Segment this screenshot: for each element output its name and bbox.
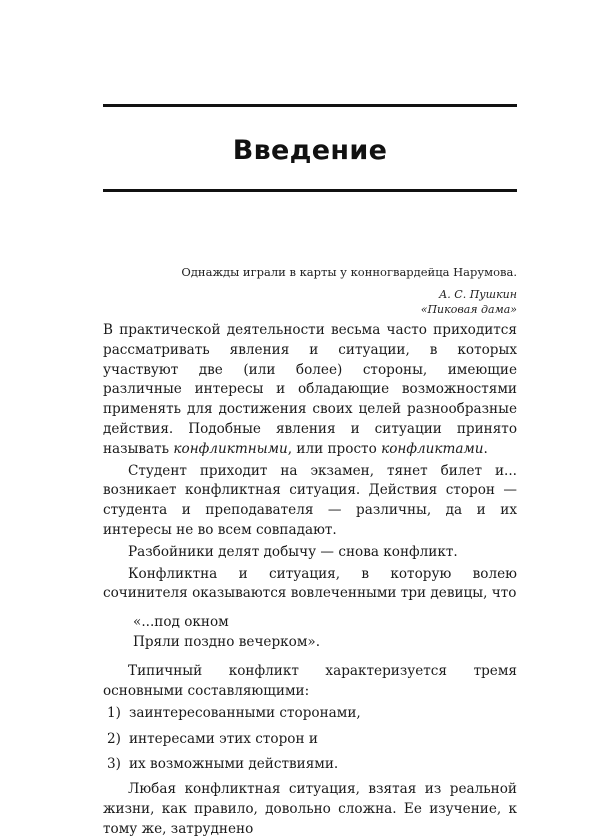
epigraph-author: А. С. Пушкин bbox=[438, 288, 517, 301]
poem-quote bbox=[133, 613, 517, 653]
top-rule bbox=[103, 104, 517, 107]
paragraph-6: Любая конфликтная ситуация, взятая из реальной жизни, как правило, довольно сложна. Ее изучение, к тому же, затруднено bbox=[103, 781, 517, 837]
list-item bbox=[107, 730, 517, 750]
poem-line: Пряли поздно вечерком». bbox=[133, 633, 321, 650]
paragraph-2: Студент приходит на экзамен, тянет билет и... возникает конфликтная ситуация. Действия сторон — студента и преподавателя — различны, да и их интересы не во всем совпадают. bbox=[103, 462, 517, 538]
list-item-number: 3) bbox=[107, 755, 121, 772]
epigraph bbox=[103, 264, 517, 317]
body-text bbox=[103, 321, 517, 840]
paragraph-5: Типичный конфликт характеризуется тремя основными составляющими: bbox=[103, 662, 517, 699]
paragraph-1-mid: , или просто bbox=[287, 440, 382, 457]
epigraph-quote: Однажды играли в карты у конногвардейца Нарумова. bbox=[181, 265, 517, 279]
components-list bbox=[103, 704, 517, 774]
paragraph-4: Конфликтна и ситуация, в которую волею сочинителя оказываются вовлеченными три девицы, что bbox=[103, 565, 517, 602]
list-item-text: интересами этих сторон и bbox=[129, 730, 318, 747]
list-item-number: 2) bbox=[107, 730, 121, 747]
list-item-text: их возможными действиями. bbox=[129, 755, 339, 772]
paragraph-1-text: В практической деятельности весьма часто приходится рассматривать явления и ситуации, в которых участвуют две (или более) стороны, имеющие различные интересы и обладающие возможностями применять для достижения своих целей разнообразные действия. Подобные явления и ситуации принято называть bbox=[103, 322, 517, 457]
list-item bbox=[107, 755, 517, 775]
chapter-title: Введение bbox=[232, 135, 388, 166]
list-item bbox=[107, 704, 517, 724]
poem-line: «...под окном bbox=[133, 614, 229, 631]
bottom-rule bbox=[103, 189, 517, 192]
paragraph-1-end: . bbox=[483, 440, 488, 457]
epigraph-source: «Пиковая дама» bbox=[420, 303, 517, 316]
term-conflicts: конфликтами bbox=[381, 440, 484, 457]
paragraph-1 bbox=[103, 321, 517, 460]
list-item-text: заинтересованными сторонами, bbox=[129, 705, 361, 722]
term-conflict-situations: конфликтными bbox=[173, 440, 288, 457]
paragraph-3: Разбойники делят добычу — снова конфликт. bbox=[128, 543, 458, 560]
list-item-number: 1) bbox=[107, 705, 121, 722]
